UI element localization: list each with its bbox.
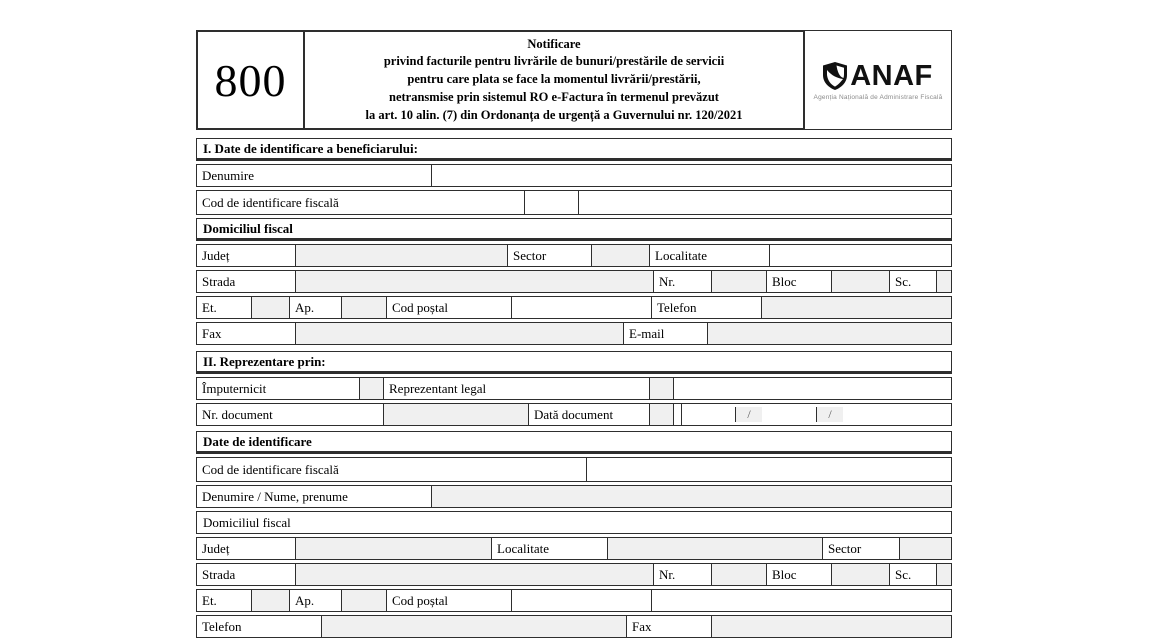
s1-localitate-input[interactable] [769,245,951,266]
s2-date-identificare-row [196,431,952,454]
s2-nr-input[interactable] [711,564,766,585]
s1-denumire-input[interactable] [431,165,951,186]
s1-email-input[interactable] [707,323,951,344]
s2-localitate-label: Localitate [491,538,607,559]
form-rows [196,138,952,638]
s2-reprezentant-legal-checkbox[interactable] [649,378,673,399]
s1-strada-label: Strada [197,271,295,292]
s1-et-label: Et. [197,297,251,318]
s1-et-input[interactable] [251,297,289,318]
s2-telefon-input[interactable] [321,616,626,637]
date-separator-box: / [735,407,762,422]
s1-fax-row [196,322,952,345]
s2-ap-label: Ap. [289,590,341,611]
s2-judet-row [196,537,952,560]
s1-cif-row [196,190,952,215]
form-title-line-5: la art. 10 alin. (7) din Ordonanța de urgență a Guvernului nr. 120/2021 [365,107,743,122]
section2-title-row [196,351,952,374]
s1-sc-label: Sc. [889,271,936,292]
s2-denumire-nume-label: Denumire / Nume, prenume [197,486,431,507]
section1-title: I. Date de identificare a beneficiarului: [197,139,951,158]
s2-cif-row [196,457,952,482]
date-separator-box: / [816,407,843,422]
s1-fax-label: Fax [197,323,295,344]
s2-bloc-input[interactable] [831,564,889,585]
s2-etaj-row [196,589,952,612]
s2-imputernicit-row [196,377,952,400]
s2-strada-label: Strada [197,564,295,585]
s2-et-input[interactable] [251,590,289,611]
s1-nr-label: Nr. [653,271,711,292]
s1-sector-label: Sector [507,245,591,266]
s2-imputernicit-checkbox[interactable] [359,378,383,399]
section1-title-row [196,138,952,161]
s1-email-label: E-mail [623,323,707,344]
s1-strada-row [196,270,952,293]
s2-et-label: Et. [197,590,251,611]
s1-cif-digit-boxes [578,191,951,214]
s2-fax-label: Fax [626,616,711,637]
form-code: 800 [214,54,287,106]
s2-localitate-input[interactable] [607,538,822,559]
s2-cif-label: Cod de identificare fiscală [197,458,586,481]
s2-telefon-label: Telefon [197,616,321,637]
s2-judet-input[interactable] [295,538,491,559]
s2-cif-digit-boxes [586,458,951,481]
s2-denumire-nume-input[interactable] [431,486,951,507]
form-title-line-3: pentru care plata se face la momentul livrării/prestării, [407,72,701,87]
s2-reprezentant-legal-label: Reprezentant legal [383,378,649,399]
s2-sc-input[interactable] [936,564,951,585]
form-title-line-2: privind facturile pentru livrările de bunuri/prestările de servicii [383,54,725,69]
s2-telefon-row [196,615,952,638]
s1-cod-postal-input[interactable] [511,297,651,318]
s1-judet-row [196,244,952,267]
section2-title: II. Reprezentare prin: [197,352,951,371]
form-800 [196,30,952,638]
s1-ap-input[interactable] [341,297,386,318]
s1-telefon-input[interactable] [761,297,951,318]
anaf-logo-text: ANAF [850,59,933,92]
s2-date-boxes [681,404,951,425]
s1-judet-label: Județ [197,245,295,266]
s2-nr-document-row [196,403,952,426]
s2-date-identificare-header: Date de identificare [197,432,951,451]
s2-cod-postal-label: Cod poștal [386,590,511,611]
s1-bloc-input[interactable] [831,271,889,292]
s1-nr-input[interactable] [711,271,766,292]
s1-cif-label: Cod de identificare fiscală [197,191,524,214]
s2-fax-input[interactable] [711,616,951,637]
s2-imputernicit-row-filler [673,378,951,399]
s2-sector-label: Sector [822,538,899,559]
s2-data-document-label: Dată document [528,404,649,425]
form-title-line-1: Notificare [527,36,581,51]
s2-nr-document-input[interactable] [383,404,528,425]
s1-localitate-label: Localitate [649,245,769,266]
s2-domiciliul-fiscal-row [196,511,952,534]
s2-ap-input[interactable] [341,590,386,611]
s2-etaj-row-filler [651,590,951,611]
s1-telefon-label: Telefon [651,297,761,318]
s1-etaj-row [196,296,952,319]
s1-bloc-label: Bloc [766,271,831,292]
s2-cod-postal-input[interactable] [511,590,651,611]
form-title-line-4: netransmise prin sistemul RO e-Factura în termenul prevăzut [389,89,719,104]
s1-sector-input[interactable] [591,245,649,266]
s1-denumire-label: Denumire [197,165,431,186]
s1-sc-input[interactable] [936,271,951,292]
form-title [305,30,805,130]
anaf-shield-icon [823,62,847,90]
s1-strada-input[interactable] [295,271,653,292]
s2-strada-input[interactable] [295,564,653,585]
s2-nr-label: Nr. [653,564,711,585]
s1-denumire-row [196,164,952,187]
s2-imputernicit-label: Împuternicit [197,378,359,399]
s2-denumire-nume-row [196,485,952,508]
s1-cod-postal-label: Cod poștal [386,297,511,318]
s1-domiciliul-fiscal-header: Domiciliul fiscal [197,219,951,238]
s2-nr-document-label: Nr. document [197,404,383,425]
form-header [196,30,952,130]
s1-domiciliul-fiscal-row [196,218,952,241]
form-code-box [196,30,305,130]
s2-date-spacer [673,404,681,425]
s2-judet-label: Județ [197,538,295,559]
anaf-logo-row [823,60,933,93]
s1-ap-label: Ap. [289,297,341,318]
s2-domiciliul-fiscal-header: Domiciliul fiscal [197,512,951,533]
s2-sc-label: Sc. [889,564,936,585]
s1-cif-attribute-box[interactable] [524,191,578,214]
anaf-logo [805,30,952,130]
anaf-logo-tagline: Agenția Națională de Administrare Fiscală [813,93,943,101]
s2-strada-row [196,563,952,586]
s2-sector-input[interactable] [899,538,951,559]
s2-data-document-cell[interactable] [649,404,673,425]
s1-judet-input[interactable] [295,245,507,266]
s1-fax-input[interactable] [295,323,623,344]
s2-bloc-label: Bloc [766,564,831,585]
